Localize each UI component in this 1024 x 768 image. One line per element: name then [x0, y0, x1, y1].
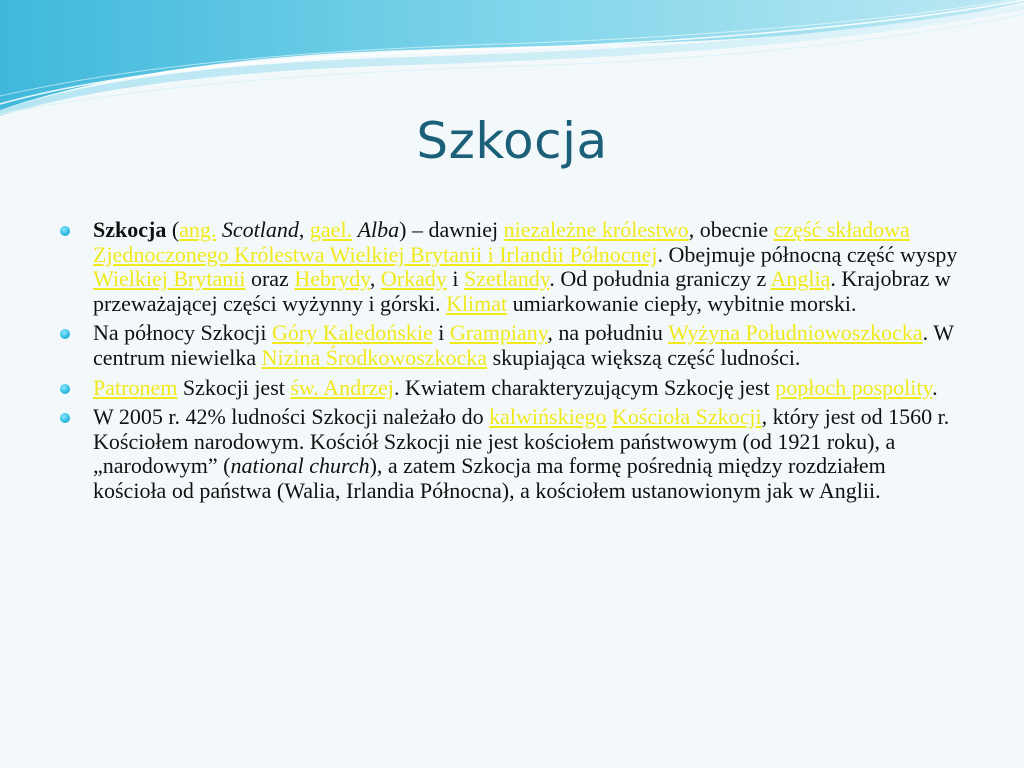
- bullet-text: oraz: [245, 266, 295, 292]
- hyperlink[interactable]: Orkady: [380, 266, 447, 292]
- bullet-text: i: [432, 320, 450, 346]
- hyperlink[interactable]: Zjednoczonego Królestwa Wielkiej Brytanii i Irlandii Północnej: [93, 241, 658, 267]
- bullet-dot-icon: [60, 384, 70, 394]
- bullet-text: ), a zatem Szkocja ma formę pośrednią między rozdziałem kościoła od państwa (Walia, Irlandia Północna), a kościołem ustanowionym jak w Anglii.: [93, 453, 886, 503]
- bullet-item: [60, 376, 960, 401]
- bullet-dot-icon: [60, 226, 70, 236]
- hyperlink[interactable]: Patronem: [93, 374, 178, 400]
- hyperlink[interactable]: kalwińskiego: [489, 404, 607, 430]
- hyperlink[interactable]: Kościoła Szkocji: [611, 404, 762, 430]
- hyperlink[interactable]: Szetlandy: [464, 266, 550, 292]
- bullet-text: (: [166, 217, 180, 242]
- hyperlink[interactable]: Grampiany: [449, 320, 548, 346]
- slide-title: Szkocja: [416, 112, 608, 170]
- bullet-text: i: [446, 266, 464, 292]
- bullet-text: .: [932, 374, 938, 400]
- bullet-dot-icon: [60, 413, 70, 423]
- bullet-text: ,: [298, 217, 310, 242]
- slide-body: [60, 218, 960, 509]
- bullet-text: ) – dawniej: [399, 217, 504, 242]
- bullet-text: Scotland: [221, 217, 299, 242]
- bullet-text: , obecnie: [688, 217, 774, 242]
- bullet-dot-icon: [60, 329, 70, 339]
- bullet-text: Alba: [357, 217, 400, 242]
- bullet-item: [60, 218, 960, 316]
- hyperlink[interactable]: Anglią: [770, 266, 831, 292]
- hyperlink[interactable]: Hebrydy: [294, 266, 370, 292]
- bullet-item: [60, 405, 960, 503]
- bullet-text: Szkocja: [93, 217, 167, 242]
- bullet-text: . Krajobraz w przeważającej części wyżynny i górski.: [93, 266, 951, 316]
- bullet-text: ,: [369, 266, 381, 292]
- bullet-text: W 2005 r. 42% ludności Szkocji należało do: [93, 404, 490, 430]
- hyperlink[interactable]: Wyżyna Południowoszkocka: [667, 320, 923, 346]
- bullet-list: [60, 218, 960, 504]
- hyperlink[interactable]: ang.: [179, 217, 217, 242]
- bullet-text: national church: [230, 453, 370, 479]
- hyperlink[interactable]: Nizina Środkowoszkocka: [261, 344, 488, 370]
- bullet-text: . W centrum niewielka: [93, 320, 954, 370]
- bullet-text: . Obejmuje północną część wyspy: [657, 241, 958, 267]
- bullet-text: Szkocji jest: [177, 374, 291, 400]
- hyperlink[interactable]: Góry Kaledońskie: [272, 320, 433, 346]
- hyperlink[interactable]: popłoch pospolity: [775, 374, 933, 400]
- bullet-text: , który jest od 1560 r. Kościołem narodowym. Kościół Szkocji nie jest kościołem państwowym (od 1921 roku), a „narodowym” (: [93, 404, 950, 479]
- bullet-text: . Kwiatem charakteryzującym Szkocję jest: [394, 374, 776, 400]
- hyperlink[interactable]: św. Andrzej: [290, 374, 395, 400]
- bullet-item: [60, 321, 960, 370]
- hyperlink[interactable]: gael.: [309, 217, 353, 242]
- hyperlink[interactable]: Klimat: [446, 290, 508, 316]
- bullet-text: Na północy Szkocji: [93, 320, 273, 346]
- bullet-text: skupiająca większą część ludności.: [487, 344, 801, 370]
- hyperlink[interactable]: niezależne królestwo: [503, 217, 689, 242]
- bullet-text: . Od południa graniczy z: [549, 266, 771, 292]
- header-wave-decoration: [0, 0, 1024, 120]
- bullet-text: umiarkowanie ciepły, wybitnie morski.: [507, 290, 857, 316]
- hyperlink[interactable]: Wielkiej Brytanii: [93, 266, 246, 292]
- bullet-text: , na południu: [547, 320, 668, 346]
- hyperlink[interactable]: część składowa: [773, 217, 910, 242]
